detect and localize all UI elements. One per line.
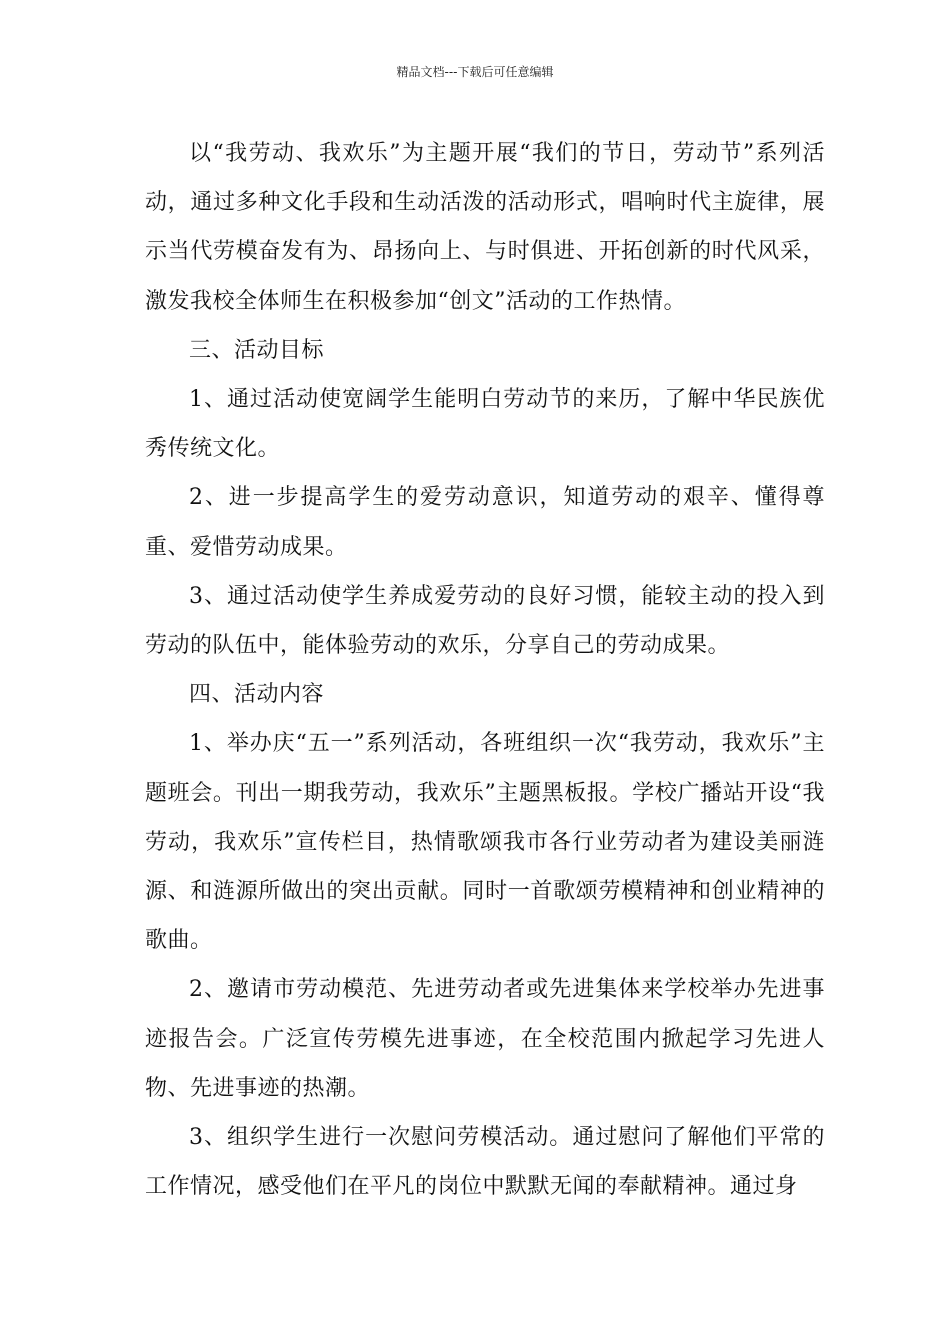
- paragraph-goal-1: 1、通过活动使宽阔学生能明白劳动节的来历，了解中华民族优秀传统文化。: [145, 387, 825, 462]
- paragraph-goal-3: 3、通过活动使学生养成爱劳动的良好习惯，能较主动的投入到劳动的队伍中，能体验劳动的欢乐，分享自己的劳动成果。: [145, 583, 825, 659]
- paragraph-content-1: 1、举办庆“五一”系列活动，各班组织一次“我劳动，我欢乐”主题班会。刊出一期我劳动，我欢乐”主题黑板报。学校广播站开设“我劳动，我欢乐”宣传栏目，热情歌颂我市各行业劳动者为建设美丽涟源、和涟源所做出的突出贡献。同时一首歌颂劳模精神和创业精神的歌曲。: [145, 731, 825, 954]
- paragraph-goal-2: 2、进一步提高学生的爱劳动意识，知道劳动的艰辛、懂得尊重、爱惜劳动成果。: [145, 485, 825, 560]
- page-header: 精品文档---下载后可任意编辑: [396, 65, 554, 79]
- section-heading-goals: 三、活动目标: [189, 337, 325, 363]
- section-heading-content: 四、活动内容: [189, 682, 325, 708]
- paragraph-content-2: 2、邀请市劳动模范、先进劳动者或先进集体来学校举办先进事迹报告会。广泛宣传劳模先进事迹，在全校范围内掀起学习先进人物、先进事迹的热潮。: [145, 977, 825, 1101]
- paragraph-intro: 以“我劳动、我欢乐”为主题开展“我们的节日，劳动节”系列活动，通过多种文化手段和生动活泼的活动形式，唱响时代主旋律，展示当代劳模奋发有为、昂扬向上、与时俱进、开拓创新的时代风采，激发我校全体师生在积极参加“创文”活动的工作热情。: [145, 141, 825, 314]
- document-body: [145, 129, 825, 1211]
- paragraph-content-3: 3、组织学生进行一次慰问劳模活动。通过慰问了解他们平常的工作情况，感受他们在平凡的岗位中默默无闻的奉献精神。通过身: [145, 1125, 825, 1200]
